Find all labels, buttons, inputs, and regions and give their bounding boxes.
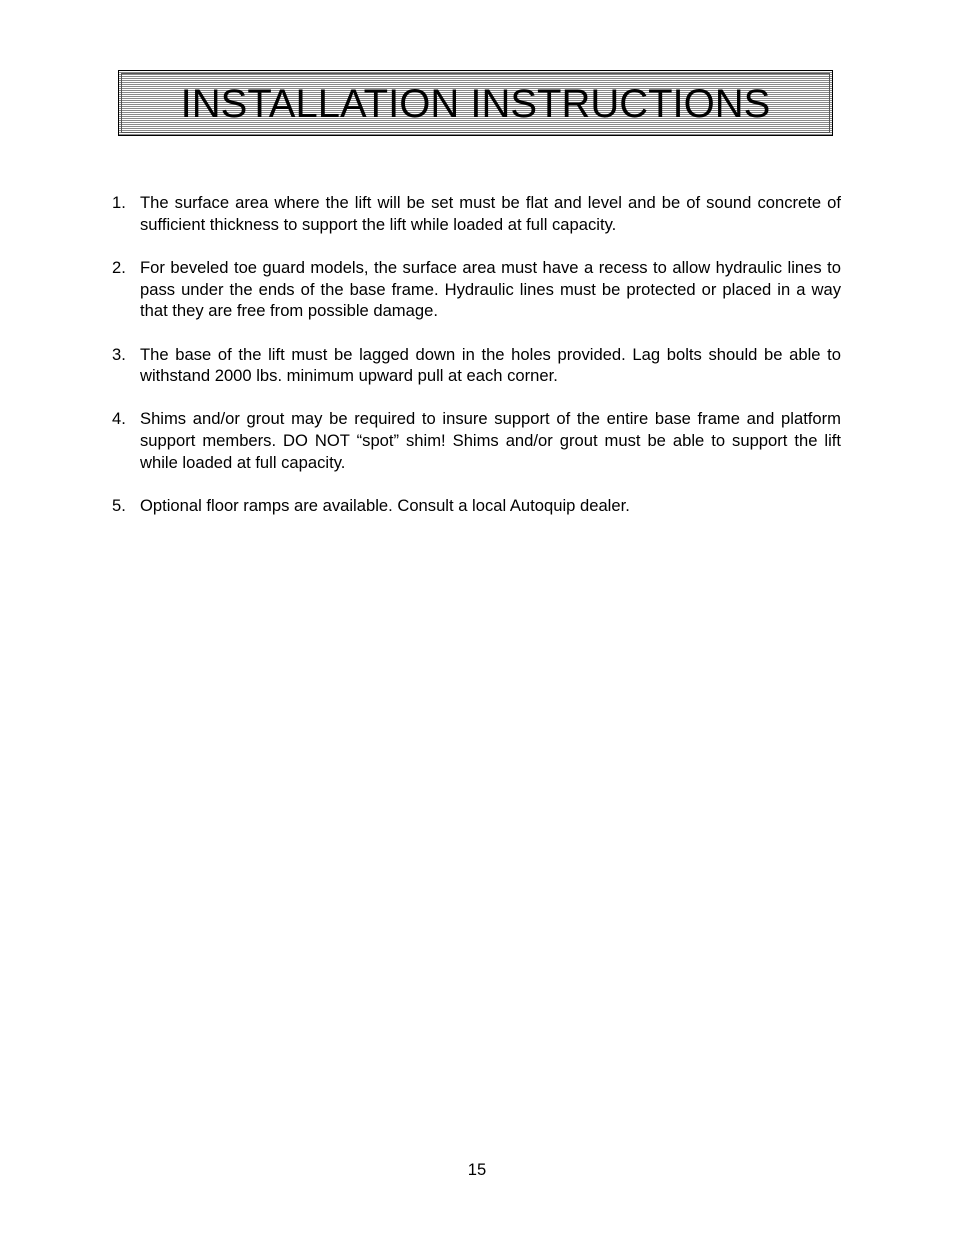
instruction-item <box>112 495 841 517</box>
instruction-number: 4. <box>112 409 126 429</box>
instruction-number: 5. <box>112 496 126 516</box>
instruction-item <box>112 344 841 387</box>
instruction-list <box>112 192 841 538</box>
instruction-item <box>112 257 841 322</box>
instruction-text: The base of the lift must be lagged down in the holes provided. Lag bolts should be able to withstand 2000 lbs. minimum upward pull at each corner. <box>140 344 841 386</box>
instruction-text: The surface area where the lift will be set must be flat and level and be of sound concrete of sufficient thickness to support the lift while loaded at full capacity. <box>140 193 841 234</box>
page-title: INSTALLATION INSTRUCTIONS <box>180 82 771 126</box>
instruction-text: For beveled toe guard models, the surface area must have a recess to allow hydraulic lines to pass under the ends of the base frame. Hydraulic lines must be protected or placed in a way that they are free from possible damage. <box>140 257 841 321</box>
instruction-text: Optional floor ramps are available. Consult a local Autoquip dealer. <box>140 496 630 516</box>
title-banner <box>118 70 833 136</box>
instruction-item <box>112 192 841 235</box>
instruction-number: 1. <box>112 193 126 212</box>
instruction-number: 3. <box>112 344 126 364</box>
instruction-item <box>112 408 841 473</box>
instruction-text: Shims and/or grout may be required to insure support of the entire base frame and platform support members. DO NOT “spot” shim! Shims and/or grout must be able to support the lift while loaded at full capacity. <box>140 409 841 472</box>
page-number: 15 <box>467 1160 487 1179</box>
instruction-number: 2. <box>112 257 126 277</box>
